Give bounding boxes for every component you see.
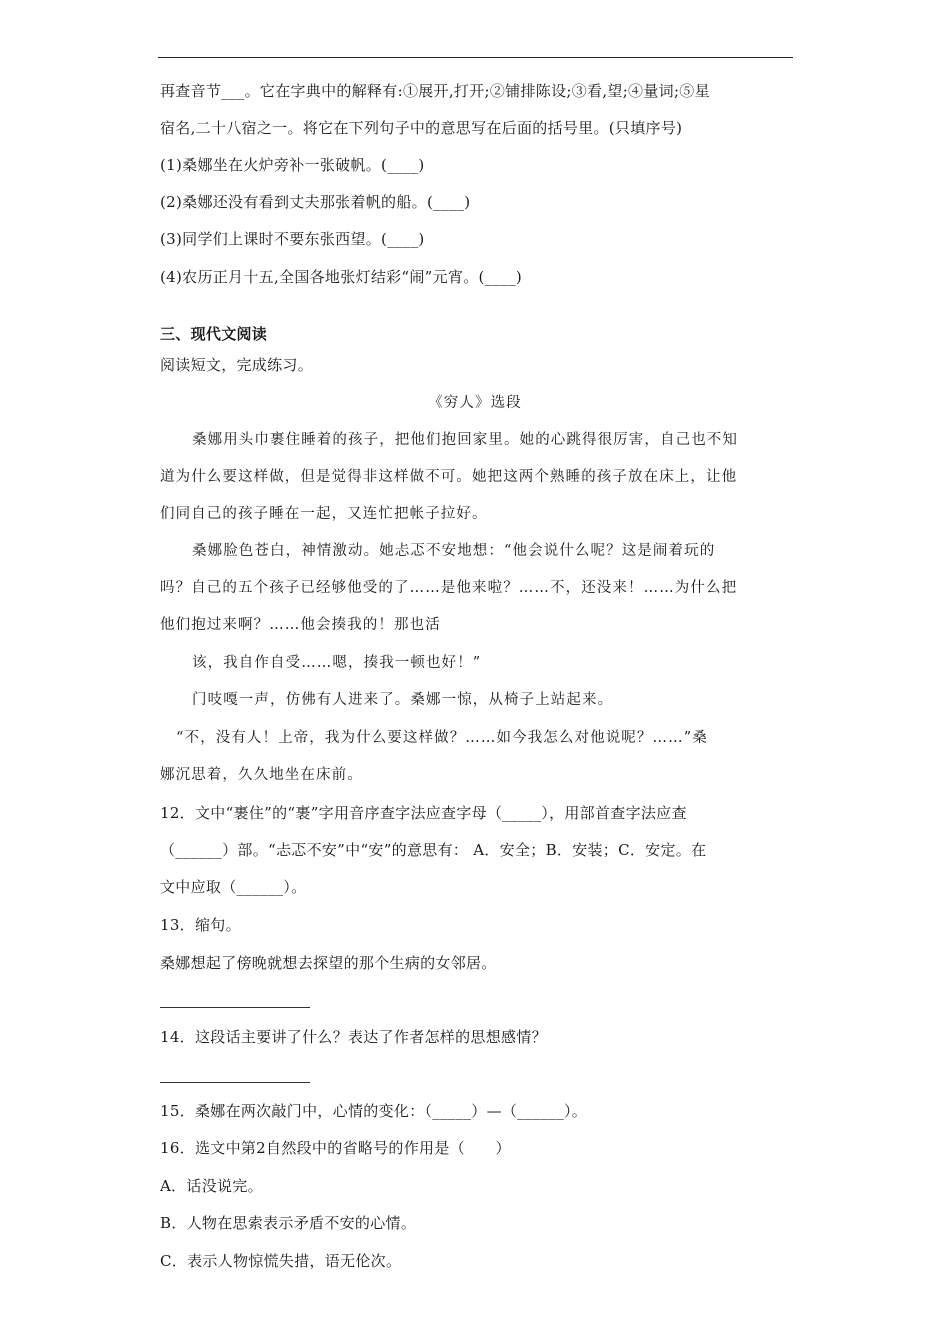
passage-line: 吗？自己的五个孩子已经够他受的了……是他来啦？……不，还没来！……为什么把 bbox=[160, 580, 738, 596]
question-12-line-1: 12．文中“裹住”的“裹”字用音序查字法应查字母（_____），用部首查字法应查 bbox=[160, 804, 687, 822]
passage-line: 娜沉思着，久久地坐在床前。 bbox=[160, 767, 363, 783]
instruction: 阅读短文，完成练习。 bbox=[160, 356, 314, 374]
sentence-2: (2)桑娜还没有看到丈夫那张着帆的船。(____) bbox=[160, 193, 471, 211]
section-heading: 三、现代文阅读 bbox=[160, 325, 268, 343]
passage-line: 桑娜用头巾裹住睡着的孩子，把他们抱回家里。她的心跳得很厉害，自己也不知 bbox=[192, 432, 738, 448]
header-rule bbox=[158, 57, 793, 58]
question-13: 13．缩句。 bbox=[160, 916, 241, 934]
passage-line: 他们抱过来啊？……他会揍我的！那也活 bbox=[160, 617, 441, 633]
option-c: C．表示人物惊慌失措，语无伦次。 bbox=[160, 1252, 402, 1270]
sentence-4: (4)农历正月十五,全国各地张灯结彩“闹”元宵。(____) bbox=[160, 268, 523, 286]
passage-line: 桑娜脸色苍白，神情激动。她忐忑不安地想：“他会说什么呢？这是闹着玩的 bbox=[192, 543, 716, 559]
passage-line: 门吱嘎一声，仿佛有人进来了。桑娜一惊，从椅子上站起来。 bbox=[192, 692, 614, 708]
sentence-1: (1)桑娜坐在火炉旁补一张破帆。(____) bbox=[160, 156, 425, 174]
dictionary-line-2: 宿名,二十八宿之一。将它在下列句子中的意思写在后面的括号里。(只填序号) bbox=[160, 119, 683, 137]
passage-line: 道为什么要这样做，但是觉得非这样做不可。她把这两个熟睡的孩子放在床上，让他 bbox=[160, 469, 738, 485]
question-13-sentence: 桑娜想起了傍晚就想去探望的那个生病的女邻居。 bbox=[160, 954, 497, 972]
passage-line: 该，我自作自受……嗯，揍我一顿也好！” bbox=[192, 655, 482, 671]
passage-line: 们同自己的孩子睡在一起，又连忙把帐子拉好。 bbox=[160, 506, 488, 522]
sentence-3: (3)同学们上课时不要东张西望。(____) bbox=[160, 230, 425, 248]
dictionary-line-1: 再查音节___。它在字典中的解释有:①展开,打开;②铺排陈设;③看,望;④量词;⑤星 bbox=[160, 82, 710, 100]
question-15: 15．桑娜在两次敲门中，心情的变化：（_____）—（______）。 bbox=[160, 1102, 588, 1120]
question-12-line-3: 文中应取（______）。 bbox=[160, 878, 307, 896]
option-a: A．话没说完。 bbox=[160, 1177, 263, 1195]
passage-line: “不，没有人！上帝，我为什么要这样做？……如今我怎么对他说呢？……”桑 bbox=[176, 730, 708, 746]
question-12-line-2: （______）部。“忐忑不安”中“安”的意思有： A．安全；B．安装；C．安定。在 bbox=[160, 841, 707, 859]
option-b: B．人物在思索表示矛盾不安的心情。 bbox=[160, 1214, 417, 1232]
question-14: 14．这段话主要讲了什么？表达了作者怎样的思想感情？ bbox=[160, 1028, 547, 1046]
answer-line-14[interactable] bbox=[160, 1082, 310, 1083]
passage-title: 《穷人》选段 bbox=[428, 395, 522, 411]
question-16: 16．选文中第2自然段中的省略号的作用是（ ） bbox=[160, 1139, 511, 1157]
answer-line-13[interactable] bbox=[160, 1007, 310, 1008]
